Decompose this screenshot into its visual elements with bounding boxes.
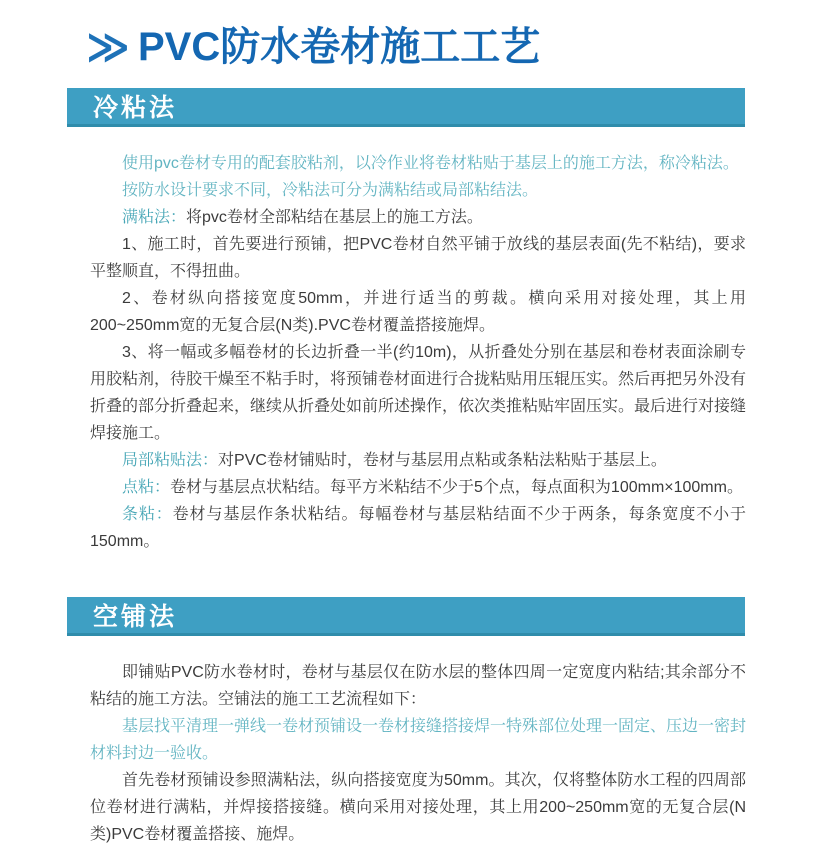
intro-paragraph-line-1: 使用pvc卷材专用的配套胶粘剂，以冷作业将卷材粘贴于基层上的施工方法，称冷粘法。 [122, 155, 739, 172]
full-bonding-definition-paragraph [90, 204, 746, 231]
section-loose-laying-content [90, 659, 746, 846]
term-label-strip-bonding: 条粘： [122, 506, 173, 523]
spot-bonding-definition-paragraph [90, 474, 746, 501]
section-cold-bonding-content [90, 150, 746, 555]
intro-paragraph-line-2: 按防水设计要求不同，冷粘法可分为满粘结或局部粘结法。 [122, 182, 539, 199]
double-chevron-icon: ≫ [86, 23, 120, 70]
term-label-full-bonding: 满粘法： [122, 209, 187, 226]
step-1-paragraph: 1、施工时，首先要进行预铺，把PVC卷材自然平铺于放线的基层表面(先不粘结)，要求平整顺直，不得扭曲。 [90, 236, 746, 280]
page-title: PVC防水卷材施工工艺 [137, 25, 541, 69]
section-heading-label: 空铺法 [93, 603, 178, 631]
step-2-paragraph: 2、卷材纵向搭接宽度50mm，并进行适当的剪裁。横向采用对接处理，其上用200~250mm宽的无复合层(N类).PVC卷材覆盖搭接施焊。 [90, 290, 746, 334]
term-definition-partial-bonding: 对PVC卷材铺贴时，卷材与基层用点粘或条粘法粘贴于基层上。 [218, 452, 667, 469]
partial-bonding-definition-paragraph [90, 447, 746, 474]
loose-laying-steps-paragraph: 首先卷材预铺设参照满粘法，纵向搭接宽度为50mm。其次，仅将整体防水工程的四周部位卷材进行满粘，并焊接搭接缝。横向采用对接处理，其上用200~250mm宽的无复合层(N类)PVC卷材覆盖搭接、施焊。 [90, 772, 746, 843]
loose-laying-definition-paragraph: 即铺贴PVC防水卷材时，卷材与基层仅在防水层的整体四周一定宽度内粘结;其余部分不粘结的施工方法。空铺法的施工工艺流程如下： [90, 664, 746, 708]
term-definition-strip-bonding: 卷材与基层作条状粘结。每幅卷材与基层粘结面不少于两条，每条宽度不小于150mm。 [90, 506, 746, 550]
term-label-partial-bonding: 局部粘贴法： [122, 452, 219, 469]
term-label-spot-bonding: 点粘： [122, 479, 171, 496]
step-3-paragraph: 3、将一幅或多幅卷材的长边折叠一半(约10m)，从折叠处分别在基层和卷材表面涂刷专用胶粘剂，待胶干燥至不粘手时，将预铺卷材面进行合拢粘贴用压辊压实。然后再把另外没有折叠的部分折叠起来，继续从折叠处如前所述操作，依次类推粘贴牢固压实。最后进行对接缝焊接施工。 [90, 344, 747, 442]
page-header [0, 0, 818, 76]
section-heading-cold-bonding [67, 88, 745, 127]
process-flow-paragraph: 基层找平清理一弹线一卷材预铺设一卷材接缝搭接焊一特殊部位处理一固定、压边一密封材料封边一验收。 [90, 718, 747, 762]
term-definition-full-bonding: 将pvc卷材全部粘结在基层上的施工方法。 [186, 209, 483, 226]
section-heading-label: 冷粘法 [93, 94, 178, 122]
term-definition-spot-bonding: 卷材与基层点状粘结。每平方米粘结不少于5个点，每点面积为100mm×100mm。 [170, 479, 743, 496]
strip-bonding-definition-paragraph [90, 501, 746, 555]
section-heading-loose-laying [67, 597, 745, 636]
